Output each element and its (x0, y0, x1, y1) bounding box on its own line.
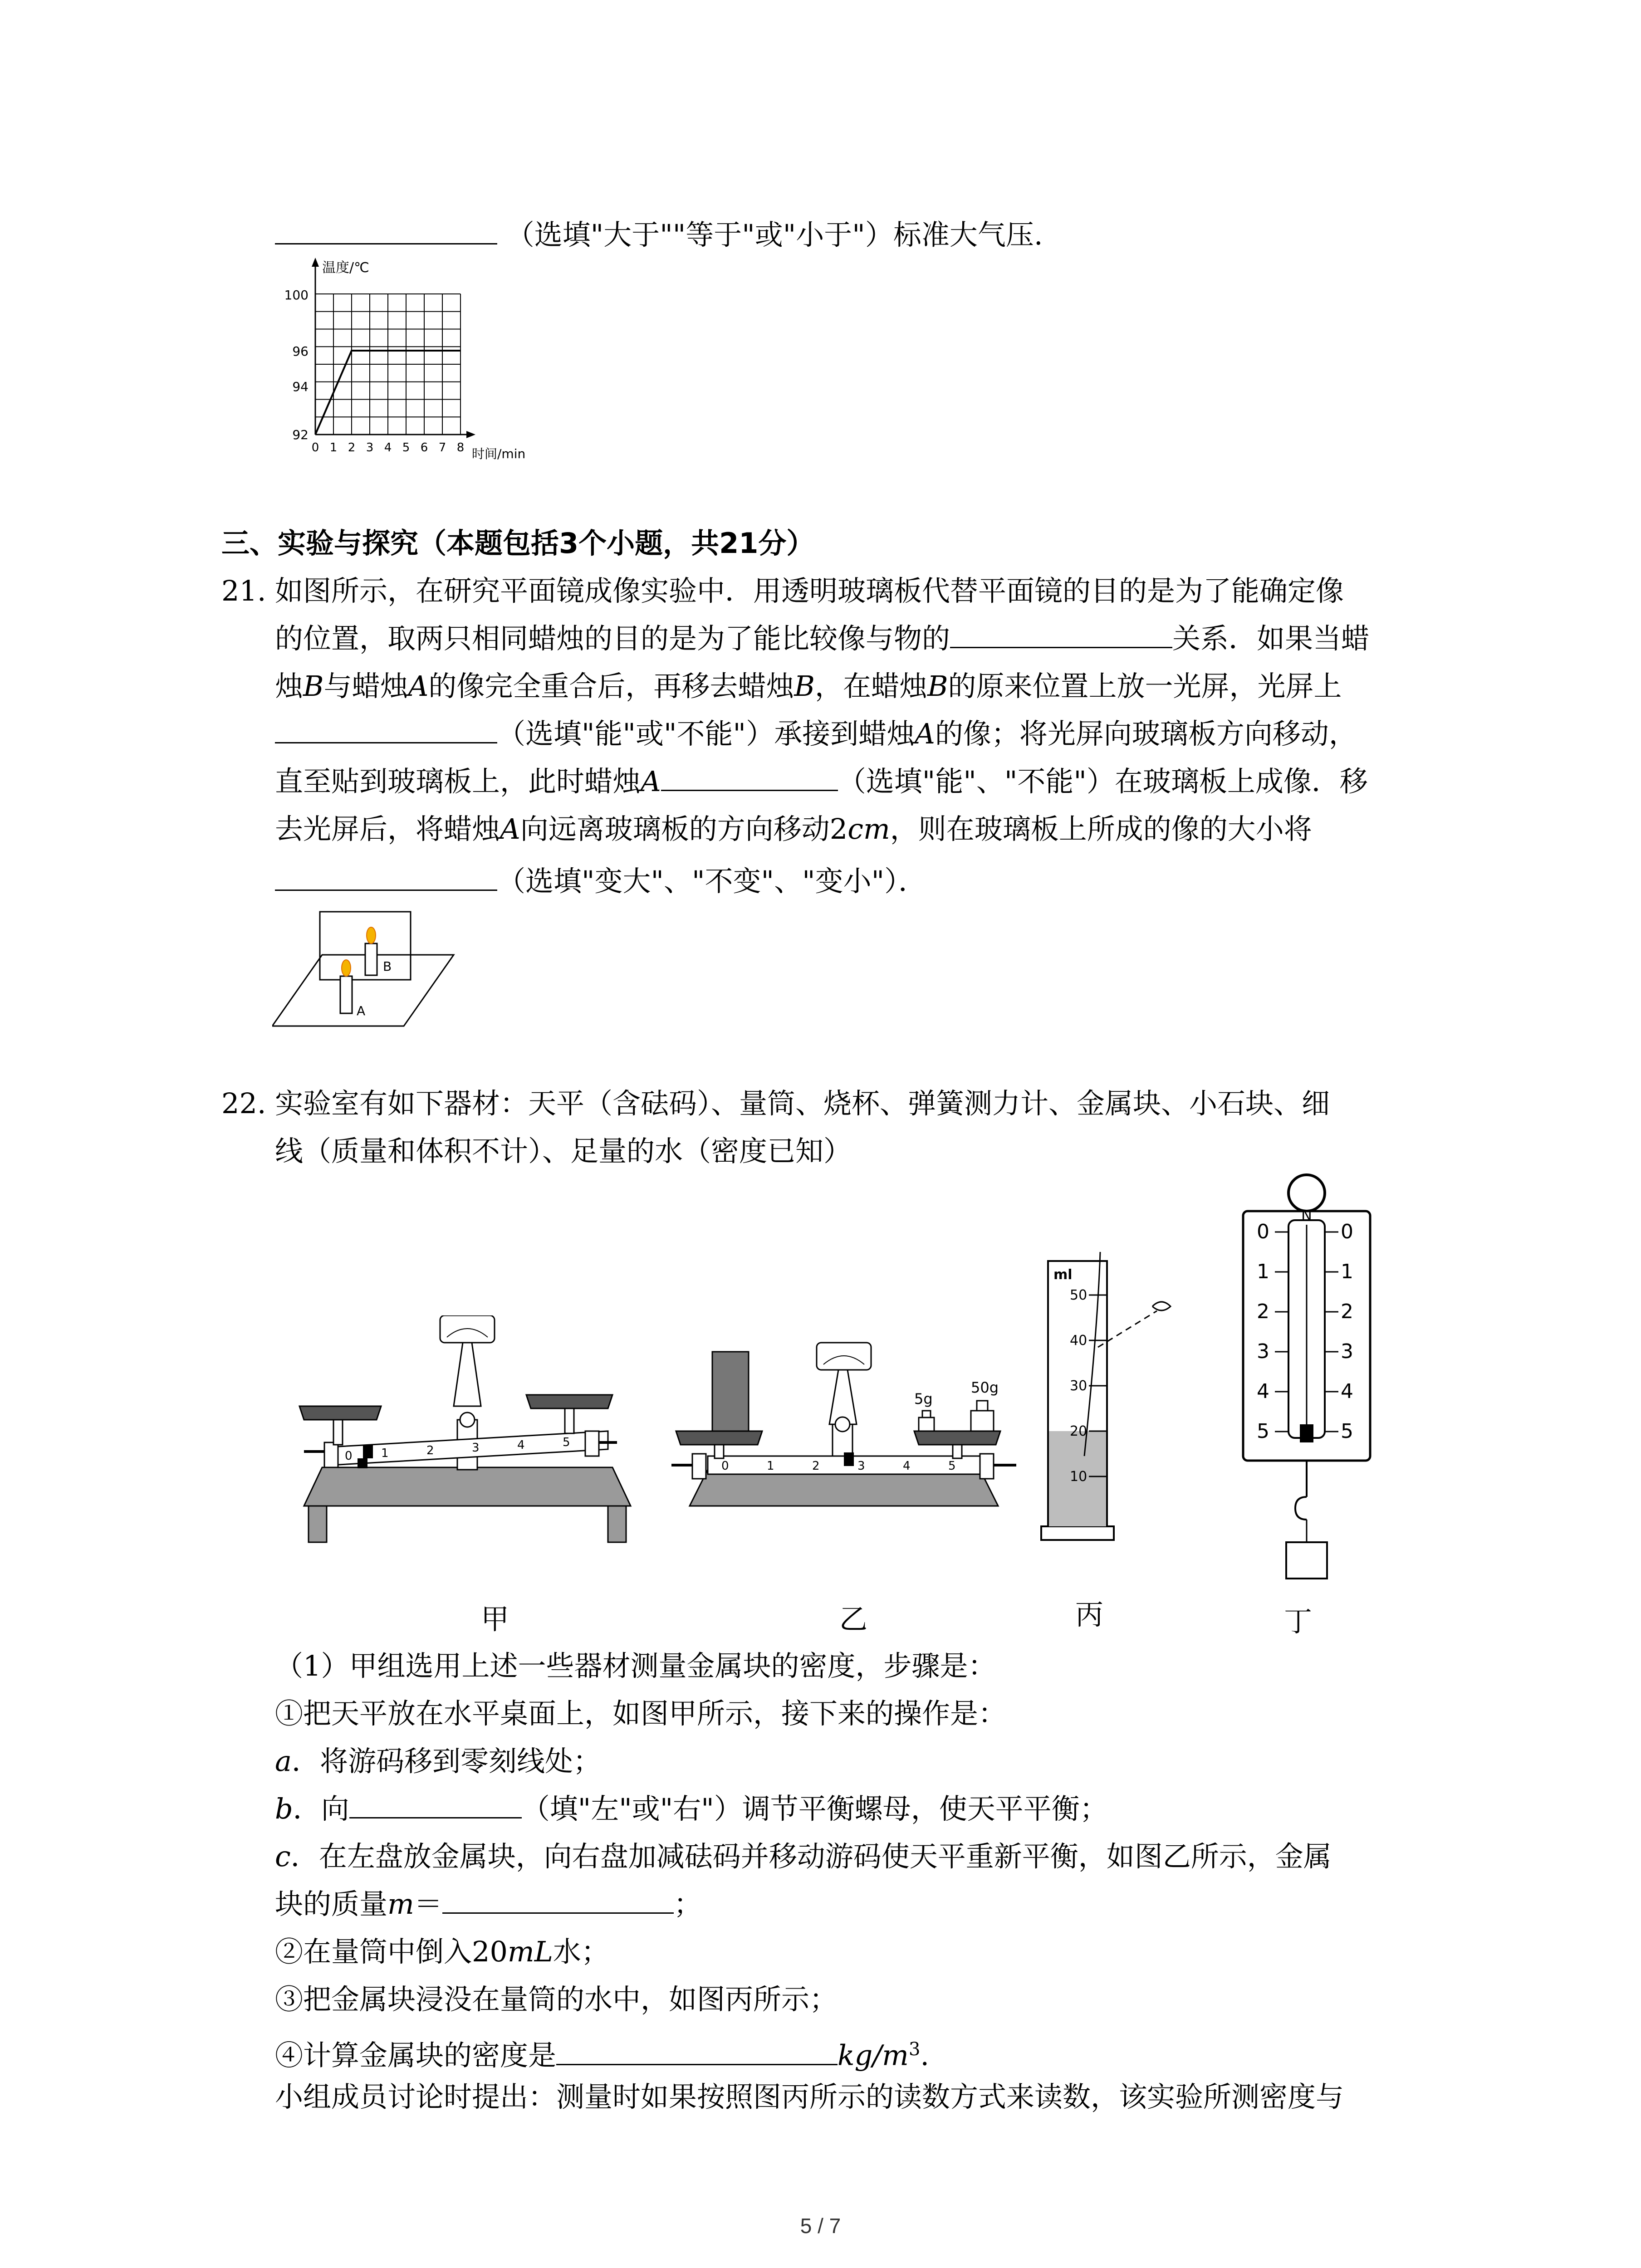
weight-5g: 5g (914, 1390, 933, 1408)
step-label-a: a (275, 1745, 292, 1778)
q22-step-c2 (275, 1882, 702, 1926)
beam-tick-5: 5 (563, 1436, 570, 1449)
answer-blank[interactable] (275, 215, 497, 244)
q22-number: 22. (221, 1087, 266, 1120)
t: （填"左"或"右"）调节平衡螺母，使天平平衡； (521, 1792, 1108, 1825)
beam-tick-5: 5 (948, 1459, 956, 1473)
t: ④计算金属块的密度是 (275, 2038, 557, 2072)
spring-scale-figure (1225, 1170, 1388, 1588)
xtick-5: 5 (402, 441, 410, 455)
weight-50g: 50g (971, 1379, 999, 1396)
q21-line-3 (275, 665, 1342, 708)
graduated-cylinder-figure (1030, 1243, 1202, 1551)
unit-cm: cm (847, 812, 890, 846)
ytick-100: 100 (284, 288, 309, 303)
beam-tick-2: 2 (426, 1444, 434, 1457)
cyl-tick-50: 50 (1070, 1287, 1087, 1303)
q21-line-2 (275, 617, 1369, 660)
q22-line-1: 实验室有如下器材：天平（含砝码）、量筒、烧杯、弹簧测力计、金属块、小石块、细 (275, 1087, 1330, 1120)
q21-number: 21. (221, 574, 266, 607)
temperature-time-graph (254, 254, 572, 476)
var-a: A (500, 812, 520, 846)
q22-step-3 (275, 1930, 609, 1974)
q21-line-2a: 的位置，取两只相同蜡烛的目的是为了能比较像与物的 (275, 622, 950, 655)
var-a: A (915, 717, 935, 750)
spring-tick-left-2: 2 (1257, 1300, 1269, 1323)
answer-blank[interactable] (661, 762, 838, 791)
t: 的像完全重合后，再移去蜡烛 (428, 670, 794, 703)
cyl-tick-10: 10 (1070, 1469, 1087, 1485)
t: 直至贴到玻璃板上，此时蜡烛 (275, 765, 641, 798)
spring-tick-right-0: 0 (1341, 1220, 1353, 1243)
t: 的像；将光屏向玻璃板方向移动， (935, 717, 1357, 750)
t: 向远离玻璃板的方向移动2 (520, 812, 848, 846)
spring-tick-left-4: 4 (1257, 1380, 1269, 1403)
var-b: B (794, 670, 815, 703)
cylinder-unit: ml (1053, 1267, 1073, 1283)
t: 的原来位置上放一光屏，光屏上 (948, 670, 1342, 703)
xtick-7: 7 (438, 441, 446, 455)
beam-tick-3: 3 (857, 1459, 865, 1473)
unit-ml: mL (507, 1935, 553, 1968)
beam-tick-1: 1 (767, 1459, 774, 1473)
t: ．向 (293, 1792, 349, 1825)
step-label-c: c (275, 1840, 291, 1873)
q21-line-4 (275, 712, 1357, 756)
beam-tick-0: 0 (721, 1459, 729, 1473)
xtick-0: 0 (311, 441, 319, 455)
spring-tick-right-3: 3 (1341, 1340, 1353, 1363)
spring-tick-right-2: 2 (1341, 1300, 1353, 1323)
t: ，在蜡烛 (814, 670, 927, 703)
q22-step-1: （1）甲组选用上述一些器材测量金属块的密度，步骤是： (275, 1649, 996, 1682)
t: ； (673, 1887, 702, 1921)
t: 水； (553, 1935, 609, 1968)
t: ②在量筒中倒入20 (275, 1935, 508, 1968)
xtick-2: 2 (348, 441, 356, 455)
answer-blank[interactable] (275, 714, 497, 743)
q22-step-2: ①把天平放在水平桌面上，如图甲所示，接下来的操作是： (275, 1697, 1007, 1730)
spring-tick-left-5: 5 (1257, 1420, 1269, 1443)
answer-blank[interactable] (349, 1789, 522, 1818)
mirror-experiment-figure (272, 907, 463, 1034)
q21-line-2b: 关系．如果当蜡 (1172, 622, 1370, 655)
t: 与蜡烛 (323, 670, 408, 703)
xtick-6: 6 (420, 441, 428, 455)
q22-step-c (275, 1835, 1332, 1878)
beam-tick-1: 1 (381, 1447, 389, 1460)
exponent: 3 (908, 2039, 921, 2060)
beam-tick-4: 4 (903, 1459, 911, 1473)
q22-discussion: 小组成员讨论时提出：测量时如果按照图丙所示的读数方式来读数，该实验所测密度与 (275, 2080, 1344, 2113)
unit-density: kg/m (838, 2038, 909, 2072)
graph-ylabel: 温度/℃ (322, 260, 369, 276)
spring-top-label: N (1301, 1207, 1312, 1224)
fig-label-yi: 乙 (839, 1603, 868, 1636)
t: 去光屏后，将蜡烛 (275, 812, 500, 846)
step-label-b: b (275, 1792, 293, 1825)
q21-line-7 (275, 860, 926, 903)
spring-tick-right-5: 5 (1341, 1420, 1353, 1443)
q22-step-a (275, 1740, 601, 1783)
answer-blank[interactable] (950, 619, 1172, 648)
ytick-94: 94 (292, 379, 309, 394)
spring-tick-right-4: 4 (1341, 1380, 1353, 1403)
beam-tick-2: 2 (812, 1459, 820, 1473)
answer-blank[interactable] (442, 1884, 674, 1914)
q20-tail-text: （选填"大于""等于"或"小于"）标准大气压. (506, 218, 1043, 251)
t: . (920, 2038, 930, 2072)
label-b: B (383, 959, 392, 974)
spring-tick-left-0: 0 (1257, 1220, 1269, 1243)
q22-step-4: ③把金属块浸没在量筒的水中，如图丙所示； (275, 1983, 838, 2016)
cyl-tick-40: 40 (1070, 1333, 1087, 1349)
beam-tick-4: 4 (517, 1438, 525, 1452)
ytick-96: 96 (292, 344, 309, 359)
var-a: A (641, 765, 661, 798)
beam-tick-0: 0 (345, 1449, 353, 1463)
answer-blank[interactable] (275, 861, 497, 891)
spring-tick-left-3: 3 (1257, 1340, 1269, 1363)
answer-blank[interactable] (556, 2036, 838, 2065)
q21-line-6 (275, 807, 1312, 851)
page-number: 5 / 7 (800, 2214, 841, 2238)
var-b: B (927, 670, 948, 703)
t: （选填"能"、"不能"）在玻璃板上成像．移 (838, 765, 1368, 798)
t: ＝ (414, 1887, 442, 1921)
graph-xlabel: 时间/min (472, 446, 526, 461)
cyl-tick-30: 30 (1070, 1378, 1087, 1394)
fig-label-ding: 丁 (1284, 1605, 1313, 1638)
xtick-8: 8 (456, 441, 465, 455)
q22-step-b (275, 1787, 1108, 1831)
beam-tick-3: 3 (472, 1441, 480, 1455)
balance-figure-yi (662, 1334, 1025, 1551)
fig-label-jia: 甲 (481, 1603, 509, 1636)
var-m: m (387, 1887, 414, 1921)
section-heading: 三、实验与探究（本题包括3个小题，共21分） (221, 527, 815, 560)
q20-answer-line (275, 213, 1043, 257)
xtick-1: 1 (329, 441, 338, 455)
q21-line-5 (275, 760, 1368, 803)
t: ，则在玻璃板上所成的像的大小将 (890, 812, 1312, 846)
t: 块的质量 (275, 1887, 388, 1921)
var-b: B (303, 670, 324, 703)
t: ．将游码移到零刻线处； (291, 1745, 601, 1778)
balance-figure-jia (290, 1315, 662, 1551)
ytick-92: 92 (292, 427, 309, 442)
spring-tick-left-1: 1 (1257, 1260, 1269, 1283)
cyl-tick-20: 20 (1070, 1423, 1087, 1439)
t: 烛 (275, 670, 304, 703)
t: （选填"能"或"不能"）承接到蜡烛 (497, 717, 915, 750)
q22-step-5 (275, 2028, 929, 2077)
xtick-4: 4 (384, 441, 392, 455)
q21-line-1: 如图所示，在研究平面镜成像实验中．用透明玻璃板代替平面镜的目的是为了能确定像 (275, 574, 1344, 607)
t: ．在左盘放金属块，向右盘加减砝码并移动游码使天平重新平衡，如图乙所示，金属 (290, 1840, 1332, 1873)
t: （选填"变大"、"不变"、"变小"）． (497, 865, 927, 898)
xtick-3: 3 (366, 441, 374, 455)
fig-label-bing: 丙 (1075, 1598, 1104, 1631)
q22-line-2: 线（质量和体积不计）、足量的水（密度已知） (275, 1134, 852, 1168)
var-a: A (408, 670, 429, 703)
label-a: A (357, 1003, 366, 1018)
spring-tick-right-1: 1 (1341, 1260, 1353, 1283)
